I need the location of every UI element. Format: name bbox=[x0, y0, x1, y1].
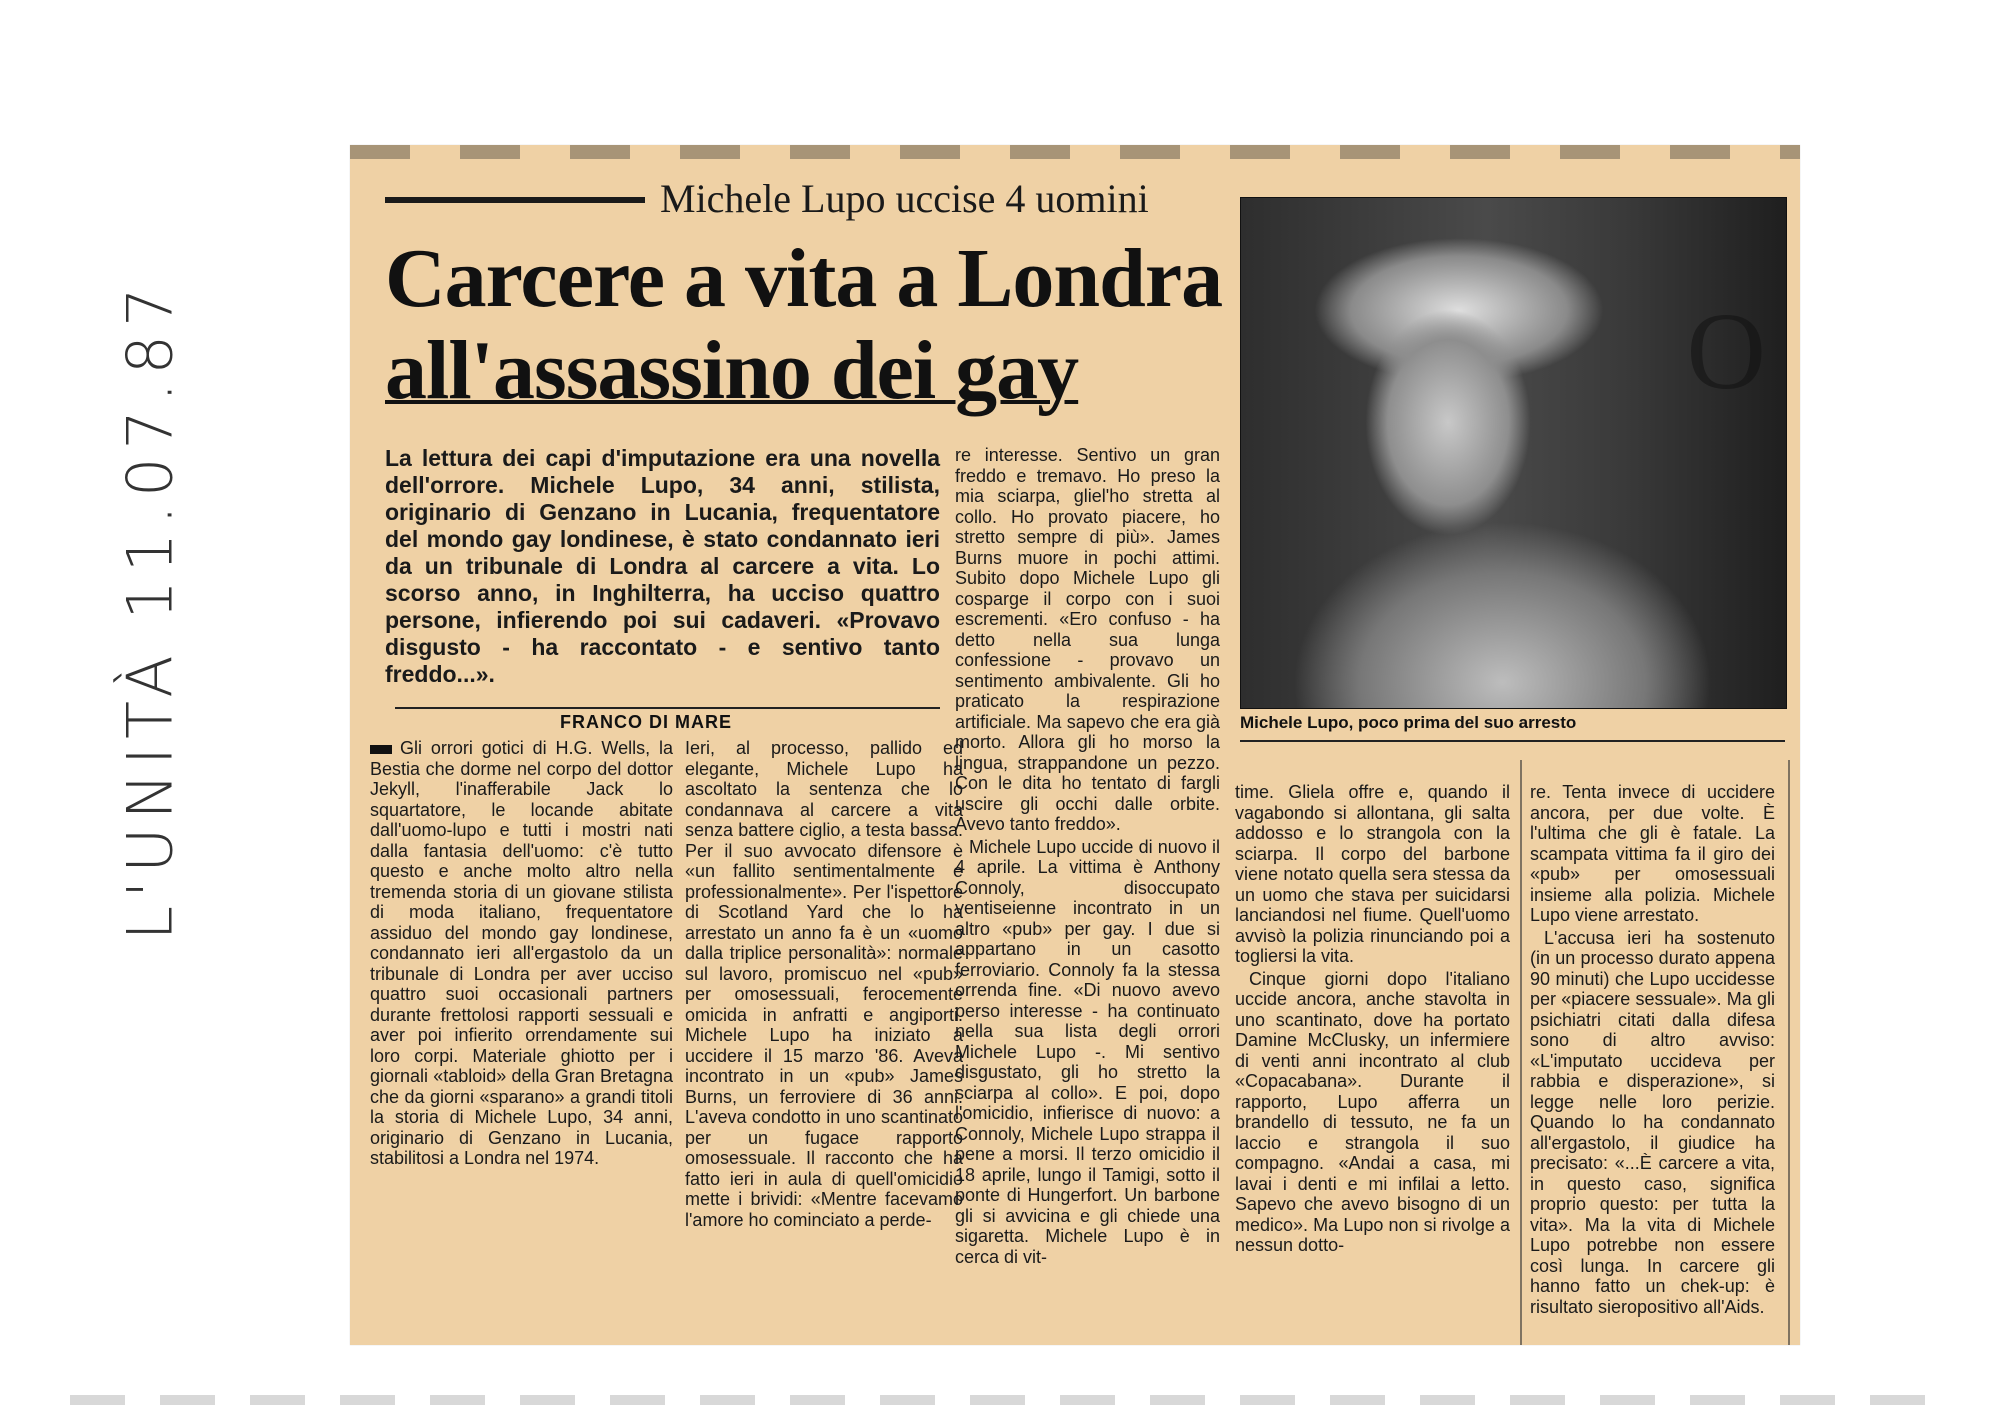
byline-rule bbox=[395, 707, 940, 709]
paragraph bbox=[370, 738, 673, 1169]
headline-line-2: all'assassino dei gay bbox=[385, 324, 1079, 417]
newspaper-clipping bbox=[350, 145, 1800, 1345]
kicker: Michele Lupo uccise 4 uomini bbox=[660, 176, 1149, 221]
lead-paragraph: La lettura dei capi d'imputazione era una novella dell'orrore. Michele Lupo, 34 anni, stilista, originario di Genzano in Lucania, frequentatore del mondo gay londinese, è stato condannato ieri da un tribunale di Londra al carcere a vita. Lo scorso anno, in Inghilterra, ha ucciso quattro persone, infierendo poi sui cadaveri. «Provavo disgusto - ha raccontato - e sentivo tanto freddo...». bbox=[385, 445, 940, 687]
photo-background-letters: O bbox=[1686, 290, 1766, 412]
column-divider bbox=[1788, 760, 1790, 1345]
article-column-1 bbox=[370, 738, 673, 1171]
column-divider bbox=[1520, 760, 1522, 1345]
paragraph: re interesse. Sentivo un gran freddo e tremavo. Ho preso la mia sciarpa, gliel'ho stretta al collo. Ho provato piacere, ho stretto sempre di più». James Burns muore in pochi attimi. Subito dopo Michele Lupo gli cosparge il corpo con i suoi escrementi. «Ero confuso - ha detto nella sua lunga confessione - provavo un sentimento ambivalente. Gli ho praticato la respirazione artificiale. Ma sapevo che era già morto. Allora gli ho morso la lingua, strappandone un pezzo. Con le dita ho tentato di fargli uscire gli occhi dalle orbite. Avevo tanto freddo». bbox=[955, 445, 1220, 834]
bullet-icon bbox=[370, 745, 392, 754]
paragraph: time. Gliela offre e, quando il vagabondo si allontana, gli salta addosso e lo strangola con la sciarpa. Il corpo del barbone viene notato quella sera stessa da un uomo che stava per suicidarsi lanciandosi nel fiume. Quell'uomo avvisò la polizia rinunciando poi a togliersi la vita. bbox=[1235, 782, 1510, 966]
handwritten-date-note bbox=[50, 279, 250, 941]
paragraph: Michele Lupo uccide di nuovo il 4 aprile. La vittima è Anthony Connoly, disoccupato ventiseienne incontrato in un altro «pub» per gay. I due si appartano in un casotto ferroviario. Connoly fa la stessa orrenda fine. «Di nuovo avevo perso interesse - ha continuato nella sua lista degli orrori Michele Lupo -. Mi sentivo disgustato, gli ho stretto la sciarpa al collo». E poi, dopo l'omicidio, infierisce di nuovo: a Connoly, Michele Lupo strappa il pene a morsi. Il terzo omicidio il 18 aprile, lungo il Tamigi, sotto il ponte di Hungerfort. Un barbone gli si avvicina e gli chiede una sigaretta. Michele Lupo è in cerca di vit- bbox=[955, 836, 1220, 1267]
paragraph: Cinque giorni dopo l'italiano uccide ancora, anche stavolta in uno scantinato, dove ha portato Damine McClusky, un infermiere di venti anni incontrato al club «Copacabana». Durante il rapporto, Lupo afferra un brandello di tessuto, ne fa un laccio e strangola il suo compagno. «Andai a casa, mi lavai i denti e mi infilai a letto. Sapevo che avevo bisogno di un medico». Ma Lupo non si rivolge a nessun dotto- bbox=[1235, 968, 1510, 1255]
photo-caption: Michele Lupo, poco prima del suo arresto bbox=[1240, 713, 1577, 732]
paragraph: L'accusa ieri ha sostenuto (in un processo durato appena 90 minuti) che Lupo uccidesse per «piacere sessuale». Ma gli psichiatri citati dalla difesa sono di altro avviso: «L'imputato uccideva per rabbia e disperazione», si legge nelle loro perizie. Quando lo ha condannato all'ergastolo, il giudice ha precisato: «...È carcere a vita, in questo caso, significa proprio questo: per tutta la vita». Ma la vita di Michele Lupo potrebbe non essere così lunga. In carcere gli hanno fatto un chek-up: è risultato sieropositivo all'Aids. bbox=[1530, 927, 1775, 1317]
portrait-photo bbox=[1240, 197, 1787, 709]
paragraph-text: Gli orrori gotici di H.G. Wells, la Bestia che dorme nel corpo del dottor Jekyll, l'inafferabile Jack lo squartatore, le locande abitate dall'uomo-lupo e tutti i mostri nati dalla fantasia dell'uomo: c'è tutto questo e anche molto altro nella tremenda storia di un giovane stilista di moda italiano, frequentatore assiduo del mondo gay londinese, condannato ieri all'ergastolo da un tribunale di Londra per aver ucciso quattro suoi occasionali partners durante frettolosi rapporti sessuali e aver poi infierito orrendamente sui loro corpi. Materiale ghiotto per i giornali «tabloid» della Gran Bretagna che da giorni «sparano» a grandi titoli la storia di Michele Lupo, 34 anni, originario di Genzano in Lucania, stabilitosi a Londra nel 1974. bbox=[370, 738, 673, 1168]
paragraph: re. Tenta invece di uccidere ancora, per due volte. È l'ultima che gli è fatale. La scampata vittima fa il giro dei «pub» per omosessuali insieme alla polizia. Michele Lupo viene arrestato. bbox=[1530, 782, 1775, 925]
article-column-2 bbox=[685, 738, 963, 1232]
handwritten-note-text: L'UNITÀ 11.07.87 bbox=[113, 279, 187, 941]
headline-line-1: Carcere a vita a Londra bbox=[385, 232, 1223, 325]
kicker-rule bbox=[385, 197, 645, 203]
scanner-edge-strip bbox=[70, 1395, 1930, 1405]
headline bbox=[385, 233, 1245, 417]
byline: FRANCO DI MARE bbox=[560, 712, 732, 732]
paragraph: Ieri, al processo, pallido ed elegante, Michele Lupo ha ascoltato la sentenza che lo condannava al carcere a vita senza battere ciglio, a testa bassa. Per il suo avvocato difensore è «un fallito sentimentalmente e professionalmente». Per l'ispettore di Scotland Yard che lo ha arrestato un anno fa è un «uomo dalla triplice personalità»: normale sul lavoro, promiscuo nel «pub» per omosessuali, ferocemente omicida in anfratti e angiporti. Michele Lupo ha iniziato a uccidere il 15 marzo '86. Aveva incontrato in un «pub» James Burns, un ferroviere di 36 anni. L'aveva condotto in uno scantinato per un fugace rapporto omosessuale. Il racconto che ha fatto ieri in aula di quell'omicidio mette i brividi: «Mentre facevamo l'amore ho cominciato a perde- bbox=[685, 738, 963, 1230]
caption-rule bbox=[1240, 740, 1785, 742]
article-column-3 bbox=[955, 445, 1220, 1269]
article-column-5 bbox=[1530, 782, 1775, 1319]
article-column-4 bbox=[1235, 782, 1510, 1258]
